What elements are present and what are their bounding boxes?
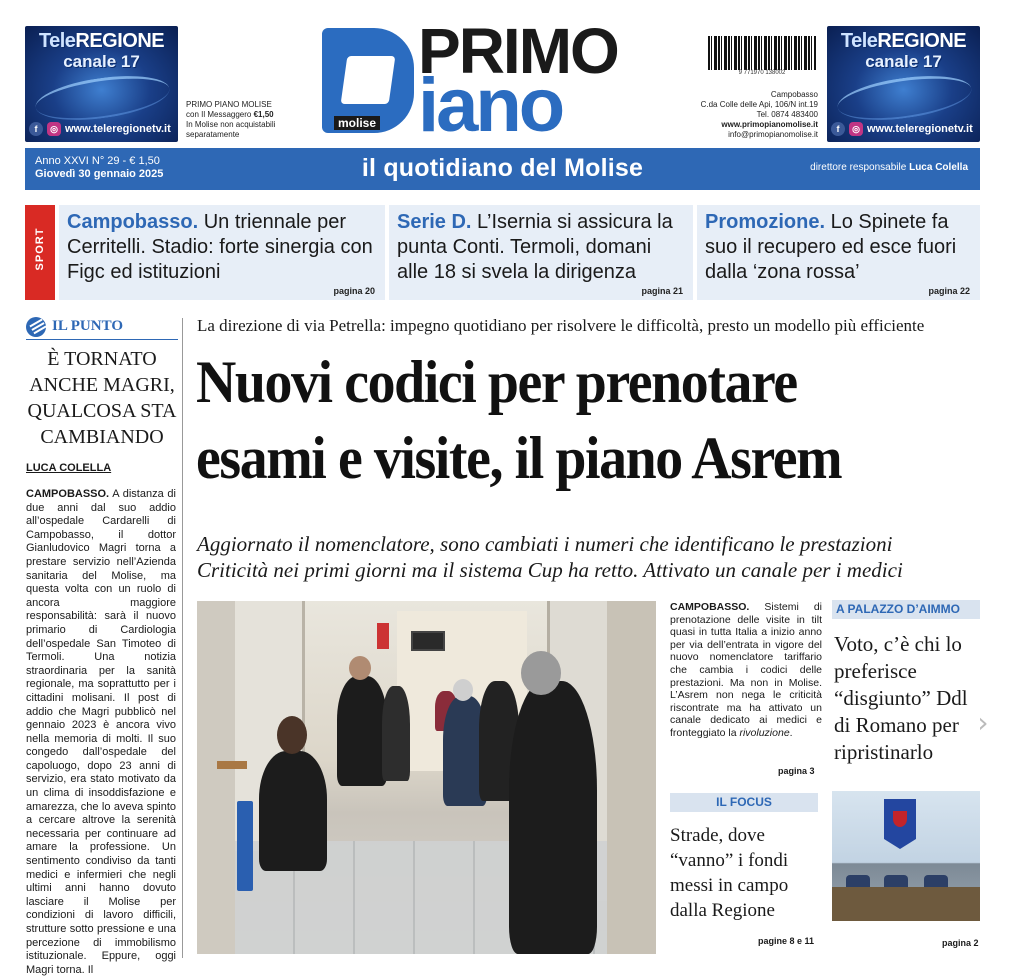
logo-molise: molise — [334, 116, 380, 130]
il-focus-page-ref: pagine 8 e 11 — [758, 936, 815, 946]
headline-line-1: Nuovi codici per prenotare — [196, 349, 797, 415]
sport-bar — [25, 205, 980, 300]
chevron-right-icon[interactable]: › — [977, 706, 989, 739]
instagram-icon: ◎ — [849, 122, 863, 136]
director: direttore responsabile Luca Colella — [810, 162, 968, 173]
sport-headline: Campobasso. Un triennale per Cerritelli. Stadio: forte sinergia con Figc ed istituzioni — [67, 211, 373, 283]
bundle-note-2: separatamente — [186, 130, 240, 139]
contact-info — [698, 90, 818, 140]
column-divider — [182, 318, 183, 958]
instagram-icon: ◎ — [47, 122, 61, 136]
primo-piano-logo — [322, 15, 682, 148]
ad-channel: canale 17 — [865, 52, 942, 71]
il-punto-header — [26, 316, 178, 338]
page-ref: pagina 22 — [928, 286, 970, 296]
il-punto-author: LUCA COLELLA — [26, 462, 112, 474]
il-punto-body: CAMPOBASSO. A distanza di due anni dal suo addio all’ospedale Cardarelli di Campobasso, il dottor Gianludovico Magri torna a prestare servizio nell’Azienda sanitaria del Molise, ma questa volta con un ruolo di ancora maggiore responsabilità: sarà il nuovo primario di Cardiologia dell’ospedale San Timoteo di Termoli. Una notizia straordinaria per la sanità regionale, ma soprattutto per i cittadini molisani. Il post di addio che Magri pubblicò nel gennaio 2023 è ancora vivo nella memoria di molti. Il suo congedo dall’ospedale del capoluogo, dopo 23 anni di servizio, era stato motivato da un clima di insoddisfazione e amarezza, che lo aveva spinto a cercare altrove la serenità necessaria per continuare ad amare la professione. Un sentimento condiviso da tanti medici e infermieri che negli ultimi anni hanno dovuto lasciare il Molise per condizioni di lavoro difficili, strutture sotto pressione e una percezione di immobilismo istituzionale. Eppure, oggi Magri torna. Il — [26, 488, 176, 976]
palazzo-label: A PALAZZO D’AIMMO — [832, 600, 980, 619]
facebook-icon: f — [831, 122, 845, 136]
bundle-note-1: In Molise non acquistabili — [186, 120, 276, 129]
ad-channel: canale 17 — [63, 52, 140, 71]
sport-tab: SPORT — [25, 205, 55, 300]
logo-primo: PRIMO — [418, 15, 618, 87]
palazzo-title[interactable]: Voto, c’è chi lo preferisce “disgiunto” Ddl di Romano per ripristinarlo — [834, 632, 968, 764]
subhead-line-2: Criticità nei primi giorni ma il sistema Cup ha retto. Attivato un canale per i medici — [197, 558, 903, 582]
sport-item-serie-d[interactable] — [389, 205, 693, 300]
facebook-icon: f — [29, 122, 43, 136]
ad-footer — [831, 122, 976, 136]
page-ref: pagina 20 — [333, 286, 375, 296]
main-kicker: La direzione di via Petrella: impegno quotidiano per risolvere le difficoltà, presto un modello più efficiente — [197, 316, 925, 335]
ad-url: www.teleregionetv.it — [65, 123, 171, 135]
main-article-page-ref: pagina 3 — [778, 766, 815, 776]
palazzo-page-ref: pagina 2 — [942, 938, 979, 948]
sport-headline: Serie D. L’Isernia si assicura la punta Conti. Termoli, domani alle 18 si svela la dirigenza — [397, 211, 673, 283]
il-punto-divider — [26, 339, 178, 340]
tagline: il quotidiano del Molise — [361, 154, 644, 182]
ad-brand: TeleREGIONE — [840, 30, 967, 52]
sport-item-campobasso[interactable] — [59, 205, 385, 300]
publication-info — [186, 100, 316, 140]
headline-line-2: esami e visite, il piano Asrem — [196, 425, 842, 491]
teleregione-ad-right[interactable] — [827, 26, 980, 142]
sport-headline: Promozione. Lo Spinete fa suo il recupero ed esce fuori dalla ‘zona rossa’ — [705, 211, 957, 283]
issue-number: Anno XXVI N° 29 - € 1,50 — [35, 155, 160, 167]
masthead-band — [25, 148, 980, 190]
il-punto-title[interactable]: È TORNATO ANCHE MAGRI, QUALCOSA STA CAMBIANDO — [27, 348, 177, 448]
logo-piano: iano — [418, 63, 563, 148]
issue-date: Giovedì 30 gennaio 2025 — [35, 168, 164, 180]
contact-address: C.da Colle delle Api, 106/N int.19 — [700, 100, 818, 109]
molise-banner-icon — [884, 799, 916, 849]
page-ref: pagina 21 — [641, 286, 683, 296]
il-focus-label: IL FOCUS — [670, 793, 818, 812]
main-subhead — [197, 531, 987, 583]
il-punto-label: IL PUNTO — [52, 318, 123, 334]
il-punto-icon — [26, 317, 46, 337]
hospital-waiting-room-photo — [197, 601, 656, 954]
contact-email[interactable]: info@primopianomolise.it — [728, 130, 818, 139]
contact-phone: Tel. 0874 483400 — [756, 110, 818, 119]
ad-brand: TeleREGIONE — [38, 30, 165, 52]
sport-item-promozione[interactable] — [697, 205, 980, 300]
bundle-price: con Il Messaggero €1,50 — [186, 110, 274, 119]
barcode — [708, 36, 816, 70]
publication-name: PRIMO PIANO MOLISE — [186, 100, 272, 109]
il-focus-title[interactable]: Strade, dove “vanno” i fondi messi in campo dalla Regione — [670, 825, 789, 921]
ad-swirl-decoration — [33, 69, 172, 127]
council-chamber-photo — [832, 791, 980, 921]
teleregione-ad-left[interactable] — [25, 26, 178, 142]
subhead-line-1: Aggiornato il nomenclatore, sono cambiati i numeri che identificano le prestazioni — [197, 532, 893, 556]
ad-url: www.teleregionetv.it — [867, 123, 973, 135]
barcode-number: 9 771970 138002 — [738, 70, 786, 76]
ad-footer — [29, 122, 174, 136]
main-headline[interactable] — [196, 344, 931, 496]
ad-swirl-decoration — [835, 69, 974, 127]
contact-city: Campobasso — [770, 90, 818, 99]
main-article-body: CAMPOBASSO. Sistemi di prenotazione delle visite in tilt quasi in tutta Italia a inizio anno per via dell’entrata in vigore del nuovo nomenclatore tariffario che cambia i codici delle prestazioni. Ma non in Molise. L’Asrem non nega le criticità riscontrate ma ha attivato un canale dedicato ai medici e fronteggiato la rivoluzione. — [670, 601, 822, 739]
contact-site[interactable]: www.primopianomolise.it — [721, 120, 818, 129]
